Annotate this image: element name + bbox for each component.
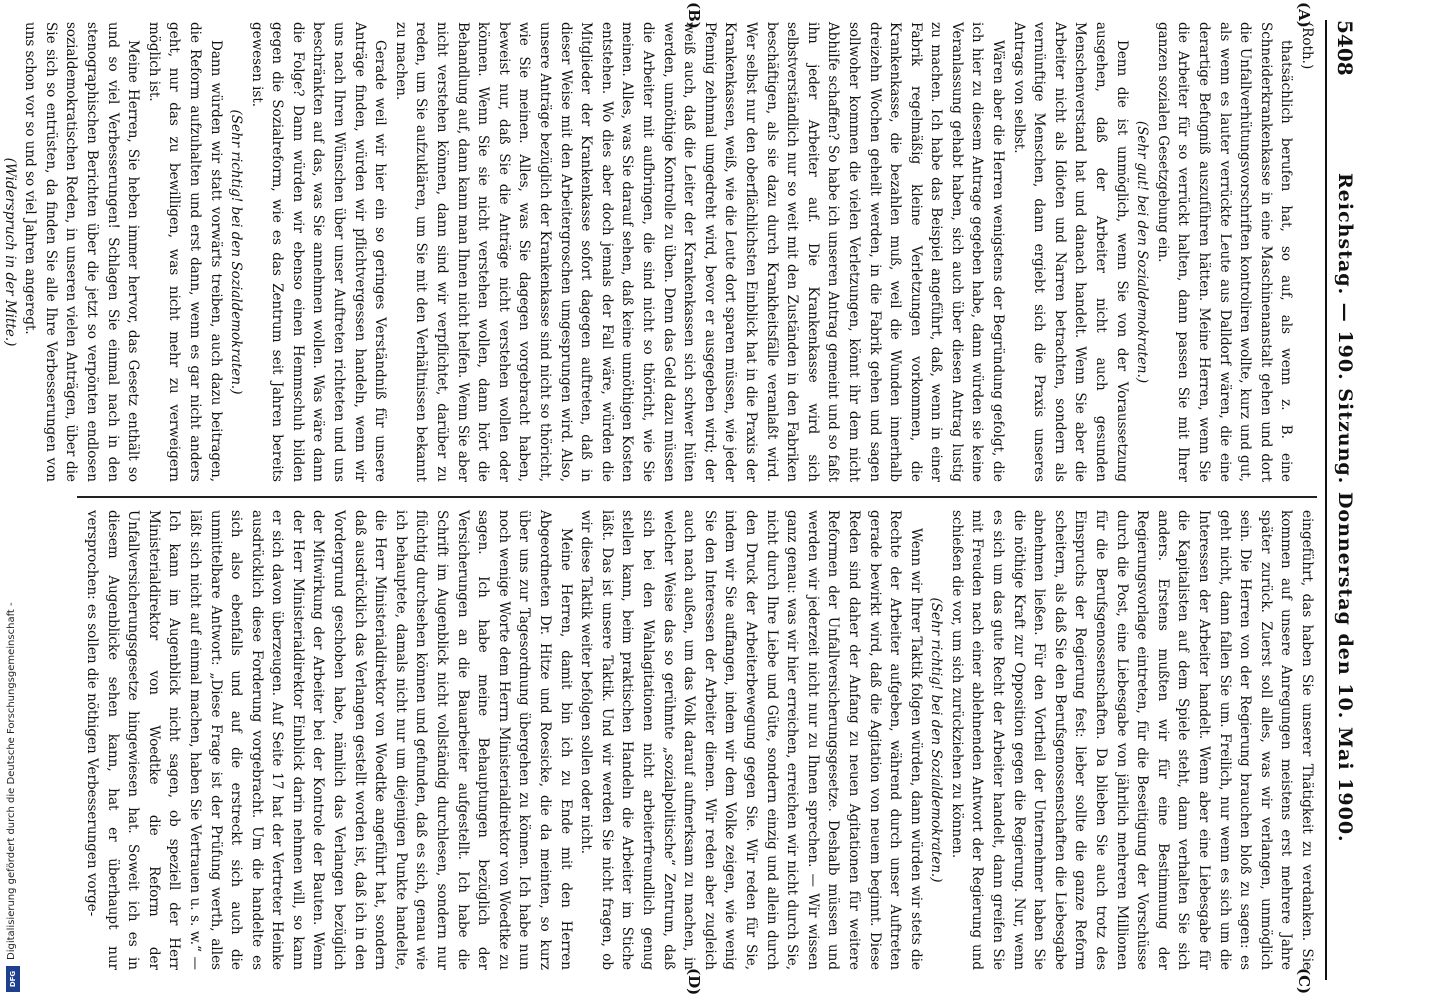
margin-marker-d: (D) — [685, 968, 703, 996]
left-column — [1, 22, 1317, 482]
paragraph: thatsächlich berufen hat, so auf, als wenn z. B. eine Schneiderkrankenkasse in eine Maschinenanstalt gehen und dort die Unfallverhütungsvorschriften kontroliren wollte, kurz und gut, als wenn es lauter verrückte Leute aus Dalldorf wären, die eine derartige Befugniß auszuführen hätten. Meine Herren, wenn Sie die Arbeiter für so verrückt halten, dann passen Sie mit Ihrer ganzen sozialen Gesetzgebung ein. — [1154, 22, 1295, 482]
dfg-logo: DFG — [6, 966, 20, 992]
paragraph: (Roth.) — [1299, 22, 1315, 70]
interjection: (Sehr richtig! bei den Sozialdemokraten.) — [228, 109, 245, 395]
interjection: (Widerspruch in der Mitte.) — [1, 157, 18, 347]
margin-marker-a: (A) — [1295, 2, 1313, 28]
interjection: (Sehr gut! bei den Sozialdemokraten.) — [1134, 120, 1151, 384]
paragraph: Dann würden wir statt vorwärts treiben, auch dazu beitragen, die Reform aufzuhalten und erst dann, wenn es gar nicht anders geht, nur das zu bewilligen, was nicht mehr zu verweigern möglich ist. — [145, 22, 224, 482]
paragraph: Gerade weil wir hier ein so geringes Verständniß für unsere Anträge finden, würden wir pflichtvergessen handeln, wenn wir uns nach Ihren Wünschen über unser Auftreten richteten und uns beschränkten auf das, was Sie annehmen wollen. Was wäre dann die Folge? Dann würden wir ebenso einen Hemmschuh bilden gegen die Sozialreform, wie es das Zentrum seit Jahren bereits gewesen ist. — [248, 22, 389, 482]
digitization-credit — [6, 0, 26, 1000]
credit-text: Digitalisierung gefördert durch die Deutsche Forschungsgemeinschaft - — [6, 602, 17, 960]
paragraph: Denn die ist unmöglich, wenn Sie von der Voraussetzung ausgehen, daß der Arbeiter nicht auch gesunden Menschenverstand hat und danach handelt. Wenn Sie aber die Arbeiter nicht als Idioten und Narren betrachten, sondern als vernünftige Menschen, dann ergiebt sich die Praxis unseres Antrags von selbst. — [1010, 22, 1130, 482]
page-header — [1325, 20, 1363, 980]
paragraph: Wenn wir Ihrer Taktik folgen würden, dann würden wir stets die Rechte der Arbeiter aufgeben, während durch unser Auftreten gerade bewirkt wird, daß die Agitation von neuem beginnt. Diese Reden sind daher der Anfang zu neuen Agitationen für weitere Reformen der Unfallversicherungsgesetze. Deshalb müssen und werden wir jederzeit nicht nur zu Ihnen sprechen. — Wir wissen ganz genau: was wir hier erreichen, erreichen wir nicht durch Sie, nicht durch Ihre Liebe und Güte, sondern einzig und allein durch den Druck der Arbeiterbewegung gegen Sie. Wir reden für Sie, indem wir Sie auffangen, indem wir dem Volke zeigen, wie wenig Sie den Interessen der Arbeiter dienen. Wir reden aber zugleich auch nach außen, um das Volk darauf aufmerksam zu machen, in welcher Weise das so gerühmte „sozialpolitische“ Zentrum, daß sich bei den Wahlagitationen nicht arbeiterfreundlich genug stellen kann, beim praktischen Handeln die Arbeiter im Stiche läßt. Das ist unsere Taktik. Und wir werden Sie nicht fragen, ob wir diese Taktik weiter befolgen sollen oder nicht. — [578, 510, 924, 970]
interjection: (Sehr richtig! bei den Sozialdemokraten.) — [928, 597, 945, 883]
page-title: Reichstag. — 190. Sitzung. Donnerstag den 10. Mai 1900. — [1334, 173, 1356, 843]
right-column — [77, 510, 1317, 970]
paragraph: eingeführt, das haben Sie unserer Thätigkeit zu verdanken. Sie kommen auf unsere Anregungen meistens erst mehrere Jahre später zurück. Zuerst soll alles, was wir verlangen, unmöglich sein. Die Herren von der Regierung brauchen bloß zu sagen: es geht nicht, dann fallen Sie um. Freilich, nur wenn es sich um die Interessen der Arbeiter handelt. Wenn aber eine Liebesgabe für die Kapitalisten auf dem Spiele steht, dann verhalten Sie sich anders. Erstens mußten wir für eine Bestimmung der Regierungsvorlage eintreten, für die Beseitigung der Vorschüsse durch die Post, eine Liebesgabe von jährlich mehreren Millionen für die Berufsgenossenschaften. Da blieben Sie auch trotz des Einspruchs der Regierung fest: lieber sollte die ganze Reform scheitern, als daß Sie den Berufsgenossenschaften die Liebesgabe abnehmen ließen. Für den Vortheil der Unternehmer haben Sie die nöthige Kraft zur Opposition gegen die Regierung. Nur, wenn es sich um das gute Recht der Arbeiter handelt, dann greifen Sie mit Freuden nach einer ablehnenden Antwort der Regierung und schießen die vor, um sich zurückziehen zu können. — [948, 510, 1315, 970]
paragraph: Meine Herren, Sie heben immer hervor, das Gesetz enthält so und so viel Verbesserungen! Schlagen Sie einmal nach in den stenographischen Berichten über die jetzt so verpönten endlosen sozialdemokratischen Reden, in unseren vielen Anträgen, über die Sie sich so entrüsten, da finden Sie alle Ihre Verbesserungen von uns schon vor so und so viel Jahren angeregt. — [22, 22, 142, 482]
paragraph: Meine Herren, damit bin ich zu Ende mit den Herren Abgeordneten Dr. Hitze und Roesicke, die da meinten, so kurz über uns zur Tagesordnung übergehen zu können. Ich habe nun noch wenige Worte dem Herrn Ministerialdirektor von Woedtke zu sagen. Ich habe meine Behauptungen bezüglich der Versicherungen an die Bauarbeiter aufgestellt. Ich habe die Schrift im Augenblick nicht vollständig durchlesen, sondern nur flüchtig durchsehen können und gefunden, daß es sich, genau wie ich behauptete, damals nicht nur um diejenigen Punkte handelte, die Herr Ministerialdirektor von Woedtke angeführt hat, sondern daß ausdrücklich das Verlangen gestellt worden ist, daß ich in den Vordergrund geschoben habe, nämlich das Verlangen bezüglich der Mitwirkung der Arbeiter bei der Kontrole der Bauten. Wenn der Herr Ministerialdirektor Einblick darin nehmen will, so kann er sich davon überzeugen. Auf Seite 17 hat der Vertreter Heinke ausdrücklich diese Forderung vorgebracht. Um die handelte es sich also ebenfalls und auf die erstreckt sich auch die unmittelbare Antwort: „Diese Frage ist der Prüfung werth, alles läßt sich nicht auf einmal machen, haben Sie Vertrauen u. s. w.“ — Ich kann im Augenblick nicht sagen, ob speziell der Herr Ministerialdirektor von Woedtke die Reform der Unfallversicherungsgesetze hingewiesen hat. Soweit ich es in diesem Augenblicke sehen kann, hat er überhaupt nur versprochen: es sollen die nöthigen Verbesserungen vorge- — [83, 510, 574, 970]
margin-marker-b: (B) — [685, 2, 703, 29]
column-divider — [77, 496, 1317, 498]
margin-marker-c: (C) — [1295, 968, 1313, 995]
paragraph: Wären aber die Herren wenigstens der Begründung gefolgt, die ich hier zu diesem Antrage gegeben habe, dann würden sie keine Veranlassung gehabt haben, sich auch über diesen Antrag lustig zu machen. Ich habe das Beispiel angeführt, daß, wenn in einer Fabrik regelmäßig kleine Verletzungen vorkommen, die Krankenkasse, die bezahlen muß, weil die Wunden innerhalb dreizehn Wochen geheilt werden, in die Fabrik gehen und sagen sollwoher kommen die vielen Verletzungen, könnt ihr dem nicht Abhilfe schaffen? So habe ich unseren Antrag gemeint und so faßt ihn jeder Arbeiter auf. Die Krankenkasse wird sich selbstverständlich nur so weit mit den Zuständen in den Fabriken beschäftigen, als sie dazu durch Krankheitsfälle veranlaßt wird. Wer selbst nur den oberflächlichsten Einblick hat in die Praxis der Krankenkassen, weiß, wie die Leute dort sparen müssen, wie jeder Pfennig zehnmal umgedreht wird, bevor er ausgegeben wird; der weiß auch, daß die Leiter der Krankenkassen sich schwer hüten werden, unnöthige Kontrolle zu üben. Denn das Geld dazu müssen die Arbeiter mit aufbringen, die sind nicht so thöricht, wie Sie meinen. Alles, was Sie darauf sehen, daß keine unnöthigen Kosten entstehen. Wo dies aber doch jemals der Fall wäre, würden die Mitglieder der Krankenkasse sofort dagegen auftreten, daß in dieser Weise mit den Arbeitergroschen umgesprungen wird. Also, unsere Anträge bezüglich der Krankenkasse sind nicht so thöricht, wie Sie meinen. Alles, was Sie dagegen vorgebracht haben, beweist nur, daß Sie die Anträge nicht verstehen wollen oder können. Wenn Sie sie nicht verstehen wollen, dann hört die Behandlung auf, dann kann man Ihnen nicht helfen. Wenn Sie aber nicht verstehen können, dann sind wir verpflichtet, darüber zu reden, um Sie aufzuklären, um Sie mit den Verhältnissen bekannt zu machen. — [392, 22, 1007, 482]
page-number: 5408 — [1333, 20, 1357, 76]
